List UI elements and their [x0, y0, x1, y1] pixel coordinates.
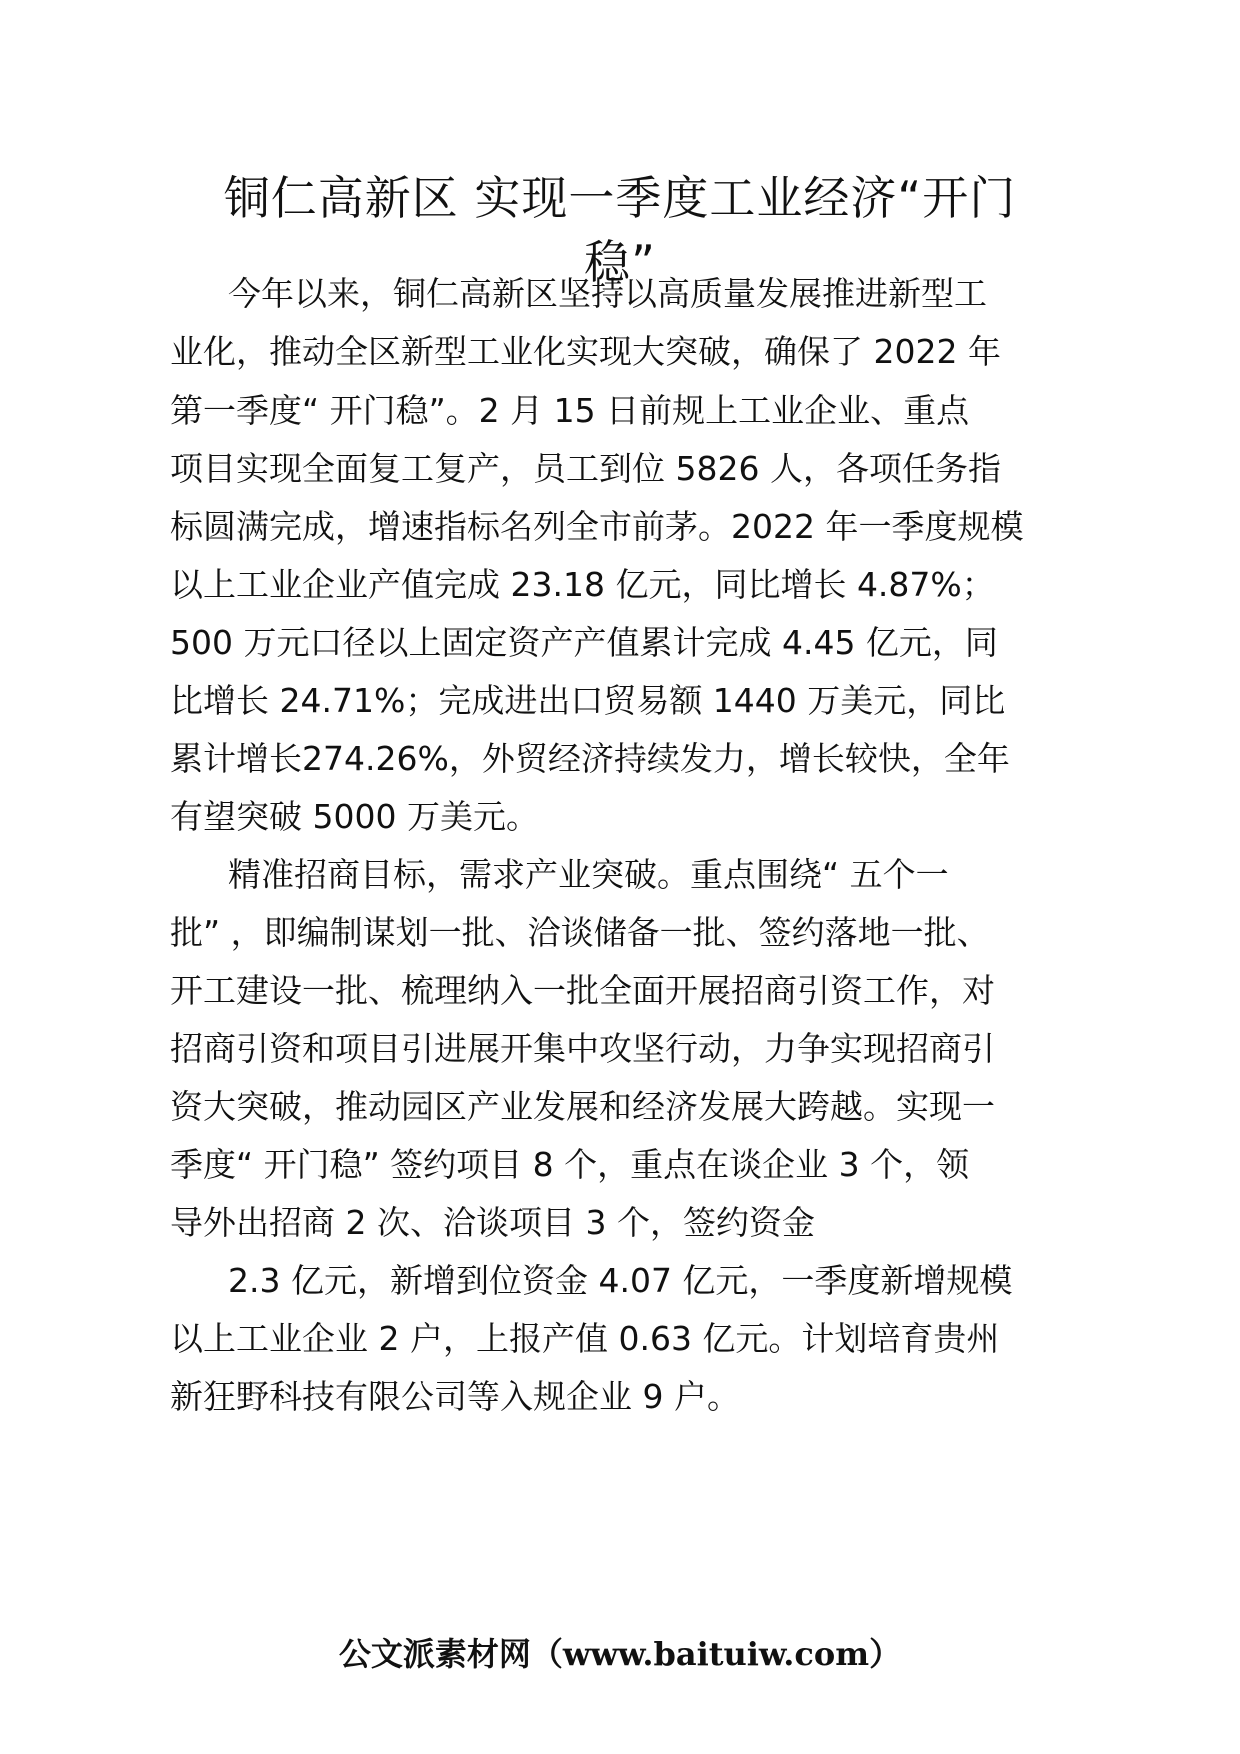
- text-line: 批” ，即编制谋划一批、洽谈储备一批、签约落地一批、: [170, 913, 990, 952]
- text-line: 500 万元口径以上固定资产产值累计完成 4.45 亿元，同: [170, 623, 998, 662]
- text-line: 有望突破 5000 万美元。: [170, 797, 539, 836]
- text-line: 业化，推动全区新型工业化实现大突破，确保了 2022 年: [170, 332, 1001, 371]
- text-line: 精准招商目标，需求产业突破。重点围绕“ 五个一: [228, 855, 949, 894]
- text-line: 第一季度“ 开门稳”。2 月 15 日前规上工业企业、重点: [170, 391, 970, 430]
- document-title-line-1: 铜仁高新区 实现一季度工业经济“开门: [223, 171, 1017, 225]
- footer-watermark: 公文派素材网（www.baituiw.com）: [338, 1635, 902, 1673]
- text-line: 项目实现全面复工复产，员工到位 5826 人，各项任务指: [170, 449, 1001, 488]
- text-line: 招商引资和项目引进展开集中攻坚行动，力争实现招商引: [170, 1029, 995, 1068]
- text-line: 季度“ 开门稳” 签约项目 8 个，重点在谈企业 3 个，领: [170, 1145, 970, 1184]
- text-line: 以上工业企业产值完成 23.18 亿元，同比增长 4.87%；: [170, 565, 995, 604]
- text-line: 开工建设一批、梳理纳入一批全面开展招商引资工作，对: [170, 971, 995, 1010]
- text-line: 新狂野科技有限公司等入规企业 9 户。: [170, 1377, 740, 1416]
- text-line: 今年以来，铜仁高新区坚持以高质量发展推进新型工: [228, 274, 987, 313]
- text-line: 比增长 24.71%；完成进出口贸易额 1440 万美元，同比: [170, 681, 1006, 720]
- text-line: 2.3 亿元，新增到位资金 4.07 亿元，一季度新增规模: [228, 1261, 1013, 1300]
- text-line: 导外出招商 2 次、洽谈项目 3 个，签约资金: [170, 1203, 815, 1242]
- text-line: 以上工业企业 2 户，上报产值 0.63 亿元。计划培育贵州: [170, 1319, 1000, 1358]
- text-line: 资大突破，推动园区产业发展和经济发展大跨越。实现一: [170, 1087, 995, 1126]
- text-line: 累计增长274.26%，外贸经济持续发力，增长较快，全年: [170, 739, 1010, 778]
- text-line: 标圆满完成，增速指标名列全市前茅。2022 年一季度规模: [170, 507, 1024, 546]
- document-title-line-2: 稳”: [584, 235, 656, 289]
